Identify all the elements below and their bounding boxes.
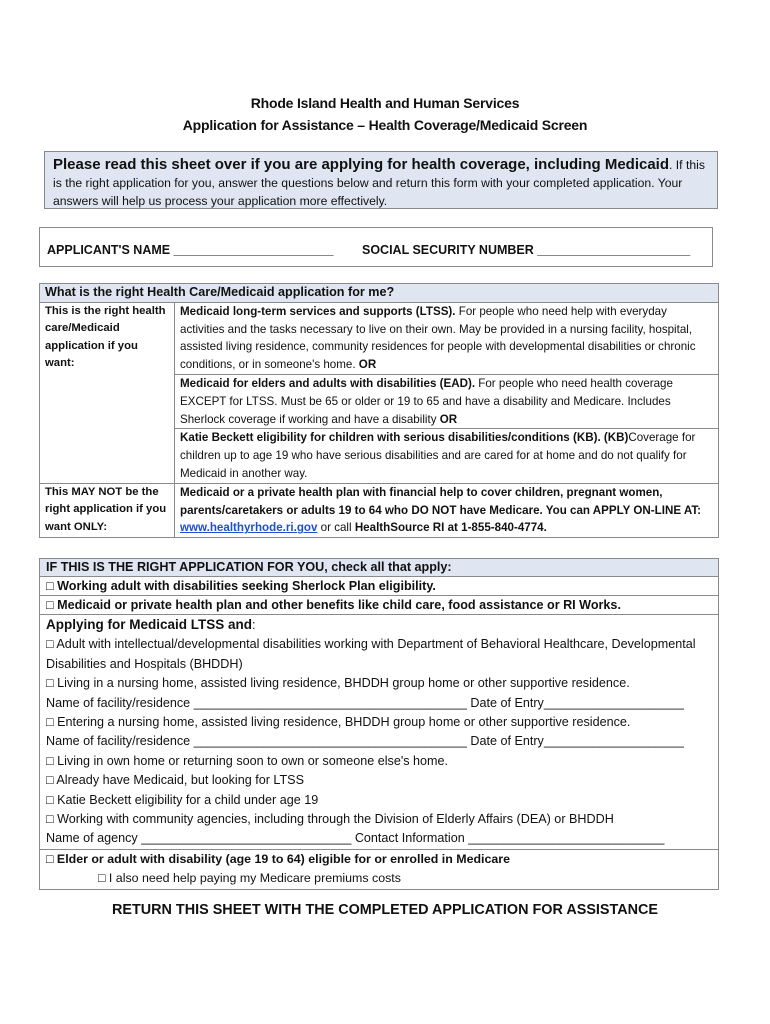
nursing-home-living-checkbox-option[interactable]: □ Living in a nursing home, assisted living residence, BHDDH group home or other supportive residence. — [46, 676, 630, 691]
not-right-application-label: This MAY NOT be the right application if you want ONLY: — [40, 483, 175, 537]
ltss-options — [40, 615, 719, 850]
check-all-table — [39, 558, 719, 890]
guide-heading: What is the right Health Care/Medicaid application for me? — [40, 284, 719, 303]
online-application-info: Medicaid or a private health plan with financial help to cover children, pregnant women, parents/caretakers or adults 19 to 64 who DO NOT have Medicare. You can APPLY ON-LINE AT: www.healthyrhode.ri.gov or call HealthSource RI at 1-855-840-4774. — [175, 483, 719, 537]
elder-medicare-checkbox-option[interactable]: □ Elder or adult with disability (age 19 to 64) eligible for or enrolled in Medicare — [46, 851, 510, 866]
ead-description: Medicaid for elders and adults with disabilities (EAD). For people who need health coverage EXCEPT for LTSS. Must be 65 or older or 19 to 65 and have a disability and Medicare. Includes Sherlock coverage if working and have a disability OR — [175, 374, 719, 428]
katie-beckett-checkbox-option[interactable]: □ Katie Beckett eligibility for a child under age 19 — [46, 792, 319, 807]
healthyrhode-link[interactable]: www.healthyrhode.ri.gov — [180, 521, 318, 535]
application-guide-table — [39, 283, 719, 538]
ltss-description: Medicaid long-term services and supports (LTSS). For people who need help with everyday activities and the tasks necessary to live on their own. May be provided in a nursing facility, hospital, assisted living residence, community residences for people with developmental disabilities or chronic conditions, or in someone's home. OR — [175, 302, 719, 374]
medicare-premium-checkbox-option[interactable]: □ I also need help paying my Medicare premiums costs — [98, 871, 401, 886]
have-medicaid-checkbox-option[interactable]: □ Already have Medicaid, but looking for LTSS — [46, 773, 304, 788]
nursing-home-entering-checkbox-option[interactable]: □ Entering a nursing home, assisted living residence, BHDDH group home or other supportive residence. — [46, 715, 631, 730]
intro-box — [44, 151, 718, 209]
healthsource-phone: HealthSource RI at 1-855-840-4774. — [354, 521, 547, 535]
return-instruction: RETURN THIS SHEET WITH THE COMPLETED APPLICATION FOR ASSISTANCE — [111, 902, 659, 918]
ead-title: Medicaid for elders and adults with disabilities (EAD). — [180, 376, 476, 390]
kb-title: Katie Beckett eligibility for children with serious disabilities/conditions (KB). (KB) — [180, 431, 629, 445]
ltss-heading: Applying for Medicaid LTSS and: — [46, 617, 256, 632]
check-all-heading: IF THIS IS THE RIGHT APPLICATION FOR YOU, check all that apply: — [40, 559, 719, 577]
right-application-label: This is the right health care/Medicaid application if you want: — [40, 302, 175, 483]
kb-description: Katie Beckett eligibility for children with serious disabilities/conditions (KB). (KB)Coverage for children up to age 19 who have serious disabilities and are cared for at home and do not qualify for Medicaid in another way. — [175, 429, 719, 483]
applicant-info-box — [39, 227, 713, 267]
ssn-field[interactable]: SOCIAL SECURITY NUMBER ______________________ — [362, 243, 691, 257]
community-agencies-checkbox-option[interactable]: □ Working with community agencies, including through the Division of Elderly Affairs (DEA) or BHDDH — [46, 812, 614, 827]
intro-text: . If this is the right application for you, answer the questions below and return this form with your completed application. Your answers will help us process your application more effectively. — [53, 158, 705, 208]
form-title: Application for Assistance – Health Coverage/Medicaid Screen — [182, 117, 588, 133]
medicare-options — [40, 849, 719, 889]
bhddh-checkbox-option[interactable]: □ Adult with intellectual/developmental disabilities working with Department of Behavioral Healthcare, Developmental Disabilities and Hospitals (BHDDH) — [46, 637, 696, 671]
agency-name-field[interactable]: Name of agency ______________________________ Contact Information ____________________________ — [46, 831, 665, 846]
own-home-checkbox-option[interactable]: □ Living in own home or returning soon to own or someone else's home. — [46, 753, 449, 768]
facility-name-field-2[interactable]: Name of facility/residence _______________________________________ Date of Entry____________________ — [46, 734, 684, 749]
facility-name-field-1[interactable]: Name of facility/residence _______________________________________ Date of Entry____________________ — [46, 695, 684, 710]
ltss-title: Medicaid long-term services and supports (LTSS). — [180, 304, 456, 318]
applicant-name-field[interactable]: APPLICANT'S NAME _______________________ — [47, 243, 334, 257]
intro-lead: Please read this sheet over if you are applying for health coverage, including Medicaid — [53, 156, 670, 173]
sherlock-checkbox-option[interactable]: □ Working adult with disabilities seeking Sherlock Plan eligibility. — [40, 577, 719, 596]
private-plan-checkbox-option[interactable]: □ Medicaid or private health plan and other benefits like child care, food assistance or RI Works. — [40, 596, 719, 615]
agency-title: Rhode Island Health and Human Services — [250, 95, 520, 111]
